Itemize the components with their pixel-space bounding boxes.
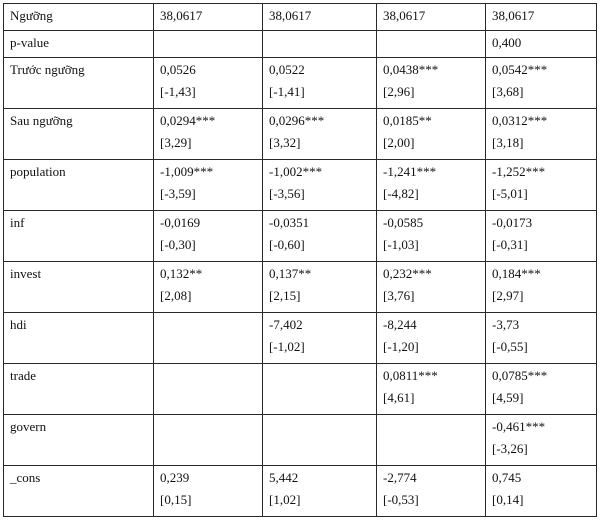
table-row	[4, 364, 597, 415]
table-cell	[486, 211, 597, 262]
table-cell	[377, 262, 486, 313]
coefficient-value: 0,137**	[269, 266, 312, 281]
regression-table	[3, 3, 597, 517]
table-cell	[263, 109, 377, 160]
t-statistic-value: [-0,30]	[160, 237, 196, 252]
table-cell	[154, 31, 263, 58]
t-statistic-value: [-1,41]	[269, 84, 305, 99]
row-label: invest	[4, 262, 154, 313]
coefficient-value: 0,0526	[160, 62, 196, 77]
t-statistic-value: [-1,43]	[160, 84, 196, 99]
table-cell	[377, 313, 486, 364]
coefficient-value: 0,132**	[160, 266, 203, 281]
table-cell	[486, 31, 597, 58]
t-statistic-value: [2,00]	[383, 135, 415, 150]
coefficient-value: -2,774	[383, 470, 417, 485]
table-cell	[486, 109, 597, 160]
table-cell	[263, 160, 377, 211]
coefficient-value: -0,461***	[492, 419, 546, 434]
table-cell	[486, 262, 597, 313]
coefficient-value: 0,239	[160, 470, 190, 485]
t-statistic-value: [-1,02]	[269, 339, 305, 354]
table-cell	[377, 4, 486, 31]
t-statistic-value: [-0,31]	[492, 237, 528, 252]
table-cell	[377, 211, 486, 262]
table-cell	[377, 58, 486, 109]
t-statistic-value: [3,18]	[492, 135, 524, 150]
table-cell	[486, 58, 597, 109]
coefficient-value: -1,252***	[492, 164, 546, 179]
t-statistic-value: [2,15]	[269, 288, 301, 303]
coefficient-value: -7,402	[269, 317, 303, 332]
t-statistic-value: [0,15]	[160, 492, 192, 507]
coefficient-value: -1,241***	[383, 164, 437, 179]
table-cell	[263, 466, 377, 517]
table-row	[4, 466, 597, 517]
coefficient-value: -3,73	[492, 317, 520, 332]
table-cell	[154, 415, 263, 466]
t-statistic-value: [-0,55]	[492, 339, 528, 354]
table-row	[4, 262, 597, 313]
table-cell	[486, 415, 597, 466]
table-cell	[154, 466, 263, 517]
coefficient-value: 38,0617	[492, 8, 535, 23]
table-cell	[486, 160, 597, 211]
coefficient-value: -8,244	[383, 317, 417, 332]
table-cell	[154, 262, 263, 313]
row-label: hdi	[4, 313, 154, 364]
coefficient-value: 0,232***	[383, 266, 432, 281]
table-cell	[263, 58, 377, 109]
t-statistic-value: [-0,53]	[383, 492, 419, 507]
table-row	[4, 31, 597, 58]
table-cell	[263, 211, 377, 262]
table-cell	[377, 160, 486, 211]
t-statistic-value: [2,08]	[160, 288, 192, 303]
t-statistic-value: [3,32]	[269, 135, 301, 150]
coefficient-value: 0,0296***	[269, 113, 325, 128]
t-statistic-value: [-3,56]	[269, 186, 305, 201]
coefficient-value: 0,0811***	[383, 368, 438, 383]
table-row	[4, 313, 597, 364]
row-label: trade	[4, 364, 154, 415]
coefficient-value: 0,0294***	[160, 113, 216, 128]
coefficient-value: -0,0585	[383, 215, 424, 230]
t-statistic-value: [3,29]	[160, 135, 192, 150]
table-cell	[263, 364, 377, 415]
coefficient-value: -1,009***	[160, 164, 214, 179]
coefficient-value: 0,184***	[492, 266, 541, 281]
table-cell	[154, 211, 263, 262]
t-statistic-value: [2,96]	[383, 84, 415, 99]
table-cell	[263, 31, 377, 58]
regression-table-body	[4, 4, 597, 517]
t-statistic-value: [-1,20]	[383, 339, 419, 354]
table-cell	[486, 4, 597, 31]
row-label: Ngưỡng	[4, 4, 154, 31]
t-statistic-value: [-5,01]	[492, 186, 528, 201]
table-cell	[154, 160, 263, 211]
coefficient-value: -1,002***	[269, 164, 323, 179]
coefficient-value: 38,0617	[383, 8, 426, 23]
table-cell	[377, 109, 486, 160]
coefficient-value: 0,0542***	[492, 62, 548, 77]
table-row	[4, 211, 597, 262]
coefficient-value: 0,400	[492, 35, 522, 50]
table-row	[4, 415, 597, 466]
table-cell	[154, 313, 263, 364]
row-label: population	[4, 160, 154, 211]
t-statistic-value: [-4,82]	[383, 186, 419, 201]
coefficient-value: -0,0169	[160, 215, 201, 230]
coefficient-value: 5,442	[269, 470, 299, 485]
table-cell	[263, 262, 377, 313]
t-statistic-value: [0,14]	[492, 492, 524, 507]
t-statistic-value: [3,68]	[492, 84, 524, 99]
coefficient-value: 0,0438***	[383, 62, 439, 77]
table-cell	[377, 31, 486, 58]
t-statistic-value: [1,02]	[269, 492, 301, 507]
t-statistic-value: [4,59]	[492, 390, 524, 405]
table-cell	[377, 466, 486, 517]
row-label: govern	[4, 415, 154, 466]
t-statistic-value: [-3,26]	[492, 441, 528, 456]
table-cell	[263, 4, 377, 31]
table-cell	[377, 415, 486, 466]
table-row	[4, 109, 597, 160]
coefficient-value: 0,0185**	[383, 113, 432, 128]
t-statistic-value: [2,97]	[492, 288, 524, 303]
row-label: p-value	[4, 31, 154, 58]
coefficient-value: 0,0785***	[492, 368, 548, 383]
row-label: Sau ngưỡng	[4, 109, 154, 160]
coefficient-value: 0,0312***	[492, 113, 548, 128]
table-row	[4, 4, 597, 31]
t-statistic-value: [3,76]	[383, 288, 415, 303]
row-label: _cons	[4, 466, 154, 517]
coefficient-value: 0,745	[492, 470, 522, 485]
t-statistic-value: [-0,60]	[269, 237, 305, 252]
row-label: Trước ngưỡng	[4, 58, 154, 109]
coefficient-value: 38,0617	[160, 8, 203, 23]
table-cell	[377, 364, 486, 415]
table-cell	[486, 313, 597, 364]
table-row	[4, 58, 597, 109]
coefficient-value: 38,0617	[269, 8, 312, 23]
table-cell	[154, 364, 263, 415]
table-cell	[263, 415, 377, 466]
table-cell	[263, 313, 377, 364]
coefficient-value: -0,0351	[269, 215, 310, 230]
table-row	[4, 160, 597, 211]
coefficient-value: -0,0173	[492, 215, 533, 230]
t-statistic-value: [4,61]	[383, 390, 415, 405]
t-statistic-value: [-3,59]	[160, 186, 196, 201]
coefficient-value: 0,0522	[269, 62, 305, 77]
t-statistic-value: [-1,03]	[383, 237, 419, 252]
table-cell	[154, 109, 263, 160]
table-cell	[486, 466, 597, 517]
table-cell	[154, 4, 263, 31]
table-cell	[154, 58, 263, 109]
table-cell	[486, 364, 597, 415]
row-label: inf	[4, 211, 154, 262]
